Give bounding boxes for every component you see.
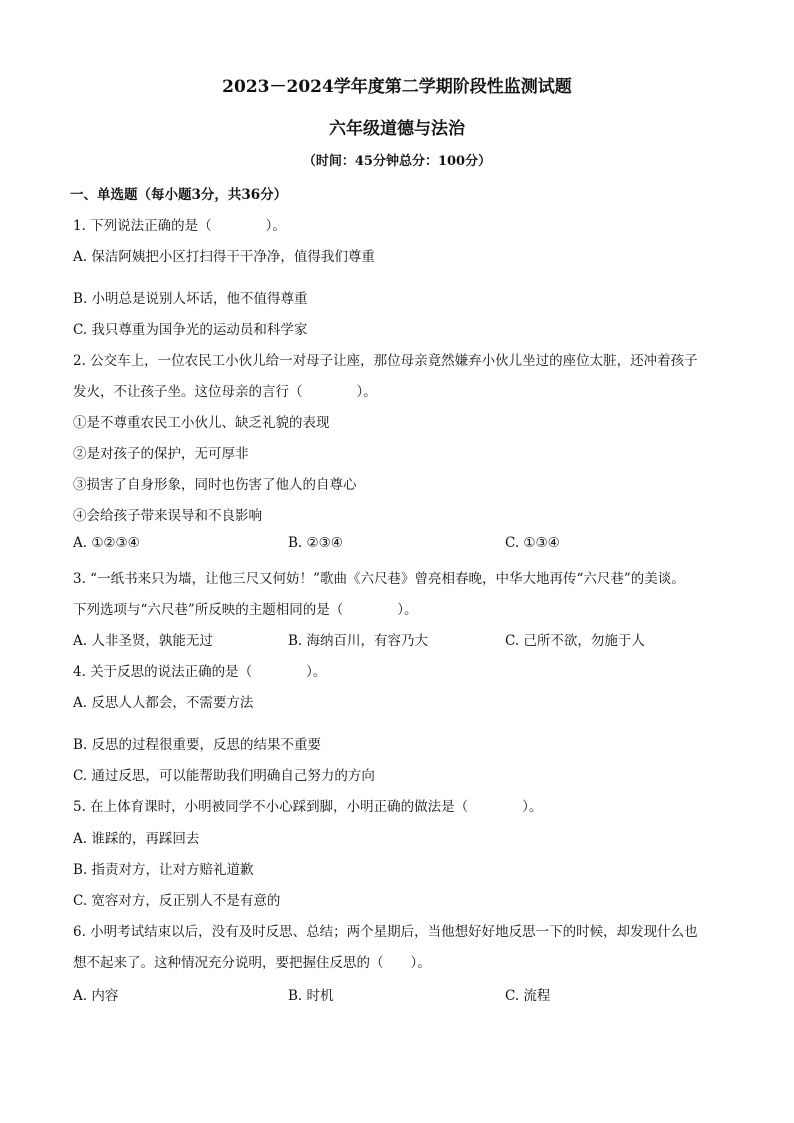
q2-statement-2: ②是对孩子的保护，无可厚非 (73, 446, 249, 462)
q2-option-a: A. ①②③④ (73, 535, 140, 551)
exam-meta: （时间：45分钟总分：100分） (302, 154, 492, 169)
q6-stem-line2: 想不起来了。这种情况充分说明，要把握住反思的（ ）。 (73, 955, 431, 971)
q1-option-b: B. 小明总是说别人坏话，他不值得尊重 (73, 291, 308, 307)
q2-stem-line2: 发火，不让孩子坐。这位母亲的言行（ ）。 (73, 384, 377, 400)
q2-statement-1: ①是不尊重农民工小伙儿、缺乏礼貌的表现 (73, 415, 330, 431)
q1-option-c: C. 我只尊重为国争光的运动员和科学家 (73, 322, 308, 338)
exam-title: 2023－2024学年度第二学期阶段性监测试题 (222, 77, 572, 97)
q5-option-b: B. 指责对方，让对方赔礼道歉 (73, 862, 254, 878)
q4-option-c: C. 通过反思，可以能帮助我们明确自己努力的方向 (73, 768, 375, 784)
q3-stem-line1: 3. “一纸书来只为墙，让他三尺又何妨！”歌曲《六尺巷》曾亮相春晚，中华大地再传“六尺巷”的美谈。 (73, 571, 685, 587)
q4-stem: 4. 关于反思的说法正确的是（ ）。 (73, 664, 327, 680)
q4-option-b: B. 反思的过程很重要，反思的结果不重要 (73, 737, 322, 753)
exam-subtitle: 六年级道德与法治 (329, 119, 465, 139)
q3-option-c: C. 己所不欲，勿施于人 (505, 633, 645, 649)
q6-option-c: C. 流程 (505, 988, 551, 1004)
q3-option-a: A. 人非圣贤，孰能无过 (73, 633, 213, 649)
q5-stem: 5. 在上体育课时，小明被同学不小心踩到脚，小明正确的做法是（ ）。 (73, 799, 543, 815)
q4-option-a: A. 反思人人都会，不需要方法 (73, 695, 254, 711)
q2-statement-4: ④会给孩子带来误导和不良影响 (73, 508, 262, 524)
q5-option-c: C. 宽容对方，反正别人不是有意的 (73, 893, 281, 909)
q1-option-a: A. 保洁阿姨把小区打扫得干干净净，值得我们尊重 (73, 249, 375, 265)
q6-option-b: B. 时机 (288, 988, 334, 1004)
q2-stem-line1: 2. 公交车上，一位农民工小伙儿给一对母子让座，那位母亲竟然嫌弃小伙儿坐过的座位太脏，还冲着孩子 (73, 353, 698, 369)
q5-option-a: A. 谁踩的，再踩回去 (73, 831, 200, 847)
q2-option-b: B. ②③④ (288, 535, 343, 551)
q3-stem-line2: 下列选项与“六尺巷”所反映的主题相同的是（ ）。 (73, 602, 418, 618)
q2-option-c: C. ①③④ (505, 535, 560, 551)
q2-statement-3: ③损害了自身形象，同时也伤害了他人的自尊心 (73, 477, 357, 493)
q6-option-a: A. 内容 (73, 988, 119, 1004)
q1-stem: 1. 下列说法正确的是（ ）。 (73, 218, 286, 234)
q3-option-b: B. 海纳百川，有容乃大 (288, 633, 429, 649)
q6-stem-line1: 6. 小明考试结束以后，没有及时反思、总结；两个星期后，当他想好好地反思一下的时候，却发现什么也 (73, 924, 698, 940)
section-heading: 一、单选题（每小题3分，共36分） (70, 187, 288, 203)
